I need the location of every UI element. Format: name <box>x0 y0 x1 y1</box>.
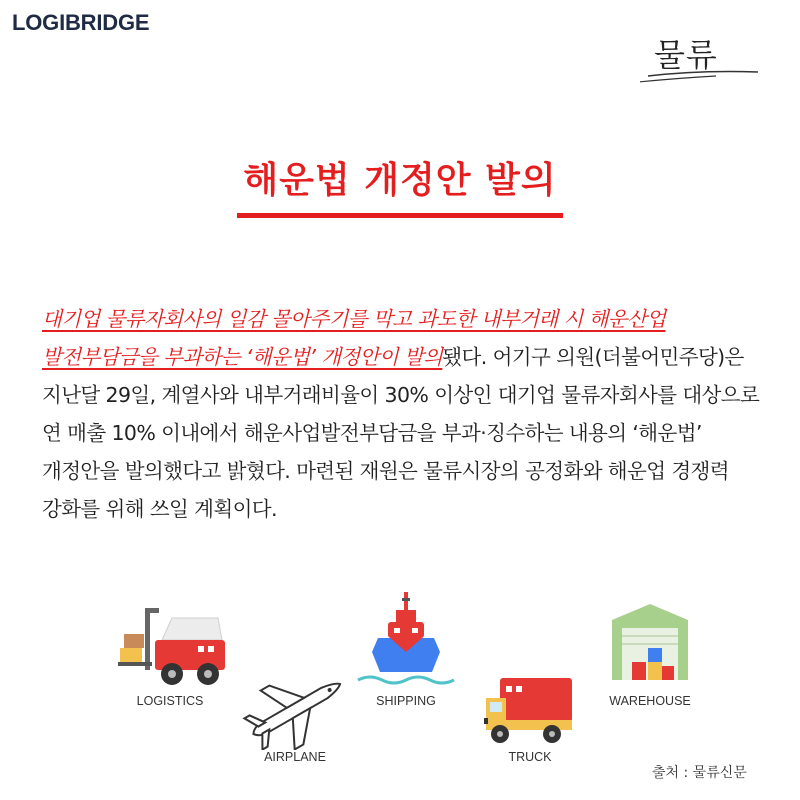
headline-container <box>0 152 800 218</box>
logistics-item <box>100 600 240 720</box>
category-tag <box>640 24 770 94</box>
truck-label: TRUCK <box>508 750 552 764</box>
airplane-label: AIRPLANE <box>264 750 326 764</box>
article-highlight: 대기업 물류자회사의 일감 몰아주기를 막고 과도한 내부거래 시 해운산업 발전부담금을 부과하는 ‘해운법’ 개정안이 발의 <box>42 307 666 369</box>
category-tag-text: 물류 <box>654 36 718 74</box>
truck-icon <box>460 676 600 746</box>
tag-underline <box>640 64 770 84</box>
brand-logo: LOGIBRIDGE <box>12 10 150 35</box>
logistics-label: LOGISTICS <box>136 694 204 708</box>
shipping-item <box>336 590 476 715</box>
article-body <box>42 300 764 528</box>
article-rest: 됐다. 어기구 의원(더불어민주당)은 지난달 29일, 계열사와 내부거래비율이 30% 이상인 대기업 물류자회사를 대상으로 연 매출 10% 이내에서 해운사업발전부담금을 부과·징수하는 내용의 ‘해운법’ 개정안을 발의했다고 밝혔다. 마련된 재원은 물류시장의 공정화와 해운업 경쟁력 강화를 위해 쓰일 계획이다. <box>42 345 760 521</box>
warehouse-item <box>580 600 720 715</box>
ship-icon <box>336 590 476 690</box>
truck-item <box>460 676 600 768</box>
warehouse-label: WAREHOUSE <box>609 694 691 708</box>
warehouse-icon <box>580 600 720 682</box>
headline: 해운법 개정안 발의 <box>237 152 562 218</box>
source-credit: 출처 : 물류신문 <box>652 765 747 781</box>
shipping-label: SHIPPING <box>376 694 436 708</box>
forklift-icon <box>100 600 240 690</box>
